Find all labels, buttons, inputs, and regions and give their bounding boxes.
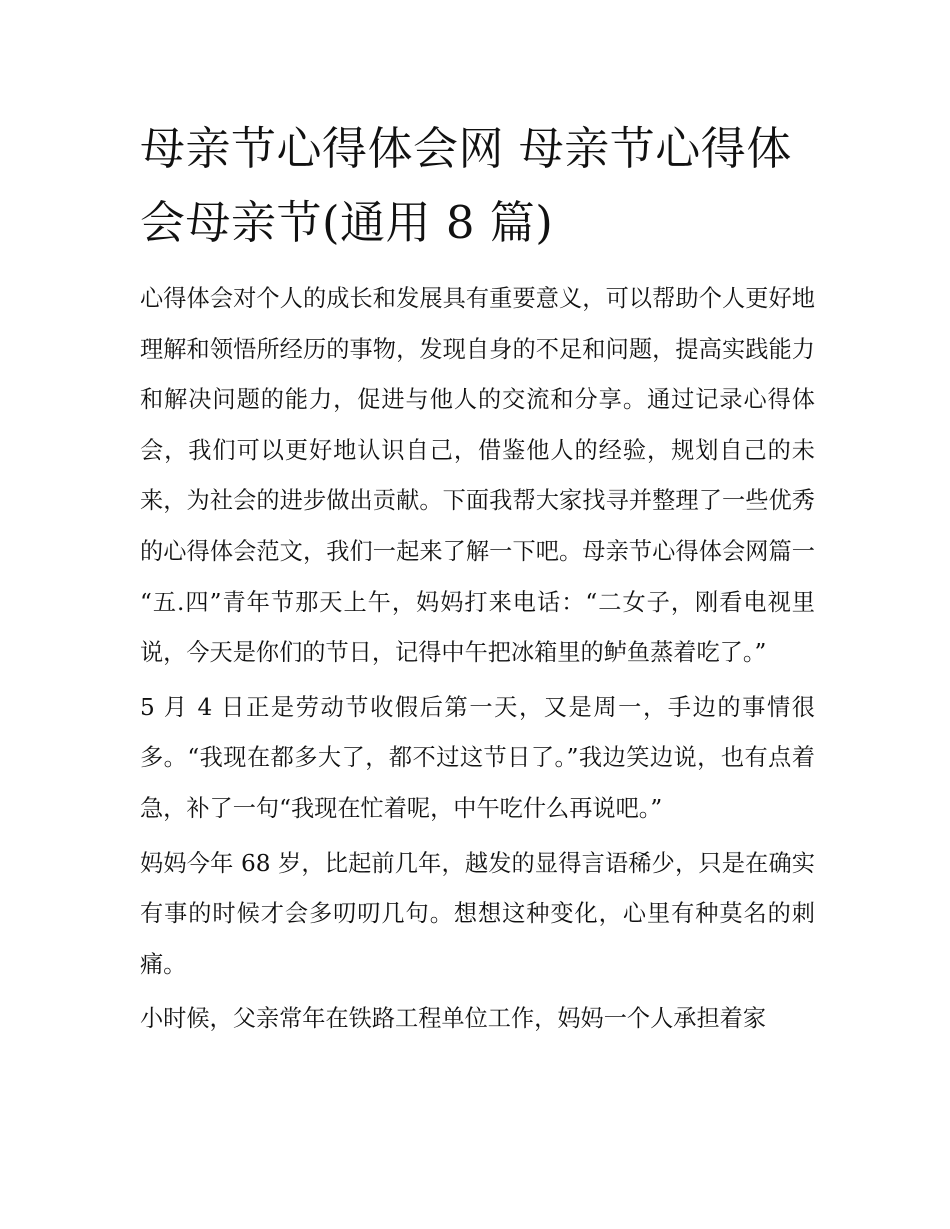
paragraph: 妈妈今年 68 岁，比起前几年，越发的显得言语稀少，只是在确实有事的时候才会多叨叨几句。想想这种变化，心里有种莫名的刺痛。 [140, 849, 815, 978]
document-page [140, 112, 815, 1049]
paragraph: 5 月 4 日正是劳动节收假后第一天，又是周一，手边的事情很多。“我现在都多大了，都不过这节日了。”我边笑边说，也有点着急，补了一句“我现在忙着呢，中午吃什么再说吧。” [140, 693, 815, 822]
document-title: 母亲节心得体会网 母亲节心得体会母亲节(通用 8 篇) [140, 122, 792, 249]
paragraph: 心得体会对个人的成长和发展具有重要意义，可以帮助个人更好地理解和领悟所经历的事物，发现自身的不足和问题，提高实践能力和解决问题的能力，促进与他人的交流和分享。通过记录心得体会，我们可以更好地认识自己，借鉴他人的经验，规划自己的未来，为社会的进步做出贡献。下面我帮大家找寻并整理了一些优秀的心得体会范文，我们一起来了解一下吧。母亲节心得体会网篇一 “五.四”青年节那天上午，妈妈打来电话：“二女子，刚看电视里说，今天是你们的节日，记得中午把冰箱里的鲈鱼蒸着吃了。” [140, 285, 815, 667]
document-body [140, 274, 815, 1045]
paragraph: 小时候，父亲常年在铁路工程单位工作，妈妈一个人承担着家 [140, 1005, 767, 1033]
